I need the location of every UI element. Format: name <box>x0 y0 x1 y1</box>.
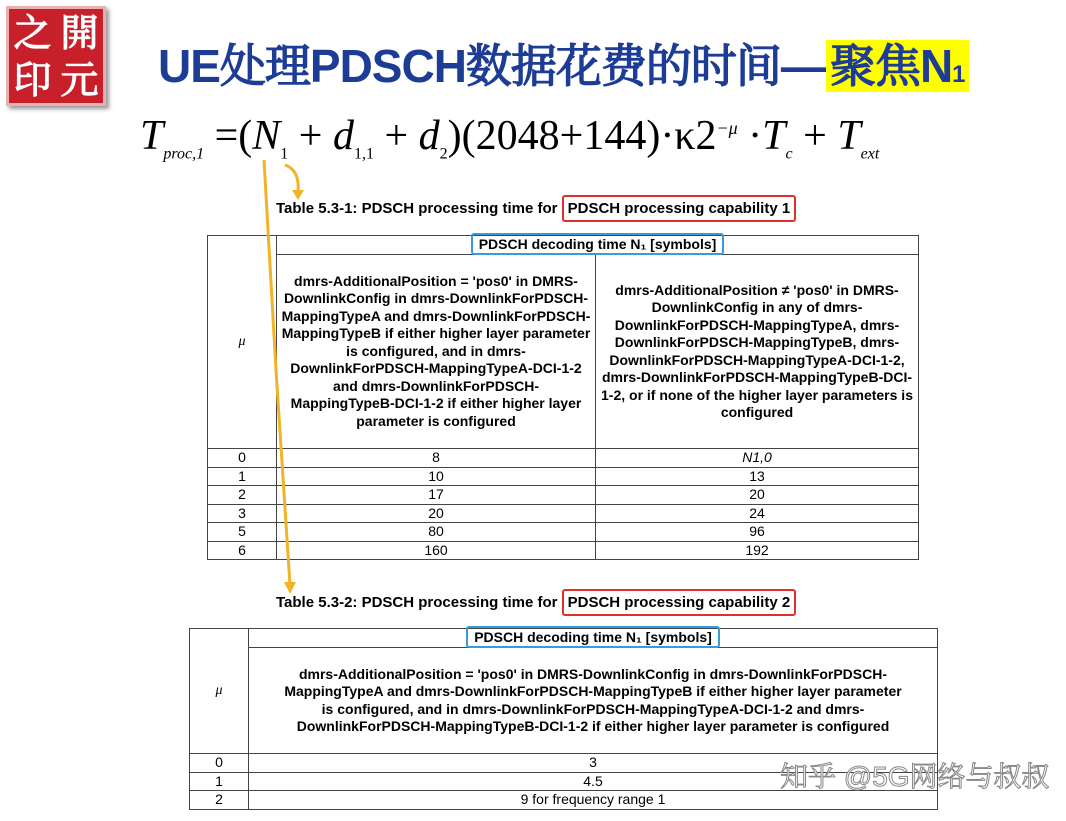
title-highlight-sub: 1 <box>952 61 965 88</box>
f-n: N <box>252 113 281 159</box>
mu-value: 1 <box>190 772 249 791</box>
mu-value: 3 <box>208 504 277 523</box>
f-t: T <box>837 113 861 159</box>
f-t: T <box>140 113 164 159</box>
f-sub: ext <box>860 145 880 163</box>
f-op: =( <box>204 113 253 159</box>
f-t: T <box>762 113 786 159</box>
f-d: d <box>418 113 440 159</box>
n1-value: 13 <box>596 467 919 486</box>
mu-value: 0 <box>190 754 249 773</box>
mu-value: 2 <box>190 791 249 810</box>
n1-value: 10 <box>277 467 596 486</box>
title-main: UE处理PDSCH数据花费的时间— <box>158 40 826 92</box>
col2-header: dmrs-AdditionalPosition ≠ 'pos0' in DMRS-DownlinkConfig in any of dmrs-DownlinkForPDSCH-MappingTypeA, dmrs-DownlinkForPDSCH-MappingTypeB, dmrs-DownlinkForPDSCH-MappingTypeA-DCI-1-2, dmrs-DownlinkForPDSCH-MappingTypeB-DCI-1-2, or if none of the higher layer parameters is configured <box>596 255 919 449</box>
n1-value: 20 <box>596 486 919 505</box>
n1-header-text: PDSCH decoding time N₁ [symbols] <box>466 626 720 648</box>
arrow-head-icon <box>284 582 296 594</box>
logo-char: 元 <box>60 57 99 102</box>
n1-value: 9 for frequency range 1 <box>249 791 938 810</box>
n1-value: 96 <box>596 523 919 542</box>
mu-value: 5 <box>208 523 277 542</box>
caption-prefix: Table 5.3-1: PDSCH processing time for <box>276 200 562 217</box>
logo-char: 印 <box>13 57 52 102</box>
caption-boxed: PDSCH processing capability 1 <box>562 195 797 222</box>
n1-value: 3 <box>249 754 938 773</box>
f-sub: proc,1 <box>163 145 205 163</box>
mu-value: 2 <box>208 486 277 505</box>
watermark: 知乎 @5G网络与叔叔 <box>780 761 1050 792</box>
arrow-line-long <box>264 160 290 585</box>
mu-value: 0 <box>208 449 277 468</box>
title-highlight-text: 聚焦N <box>829 40 953 92</box>
f-exp: −μ <box>716 118 738 138</box>
f-op: + <box>288 113 333 159</box>
n1-value: 24 <box>596 504 919 523</box>
n1-value: 192 <box>596 541 919 560</box>
n1-value: 4.5 <box>249 772 938 791</box>
caption-boxed: PDSCH processing capability 2 <box>562 589 797 616</box>
mu-header: μ <box>208 236 277 449</box>
col1-header: dmrs-AdditionalPosition = 'pos0' in DMRS-DownlinkConfig in dmrs-DownlinkForPDSCH-MappingTypeA and dmrs-DownlinkForPDSCH-MappingTypeB if either higher layer parameter is configured, and in dmrs-DownlinkForPDSCH-MappingTypeA-DCI-1-2 and dmrs-DownlinkForPDSCH-MappingTypeB-DCI-1-2 if either higher layer parameter is configured <box>277 255 596 449</box>
arrow-head-icon <box>292 190 304 200</box>
n1-header-text: PDSCH decoding time N₁ [symbols] <box>471 233 725 255</box>
n1-value: 8 <box>277 449 596 468</box>
mu-header: μ <box>190 629 249 754</box>
f-op: + <box>792 113 838 159</box>
caption-prefix: Table 5.3-2: PDSCH processing time for <box>276 594 562 611</box>
f-sub: 1 <box>280 145 289 163</box>
f-op: · <box>737 113 763 159</box>
arrow-line-short <box>285 165 298 192</box>
n1-value: N1,0 <box>596 449 919 468</box>
col1-header: dmrs-AdditionalPosition = 'pos0' in DMRS-DownlinkConfig in dmrs-DownlinkForPDSCH-MappingTypeA and dmrs-DownlinkForPDSCH-MappingTypeB if either higher layer parameter is configured, and in dmrs-DownlinkForPDSCH-MappingTypeA-DCI-1-2 and dmrs-DownlinkForPDSCH-MappingTypeB-DCI-1-2 if either higher layer parameter is configured <box>249 648 938 754</box>
logo-char: 之 <box>13 10 52 55</box>
f-sub: 2 <box>439 145 448 163</box>
f-op: + <box>373 113 419 159</box>
f-sub: 1,1 <box>353 145 374 163</box>
f-op: )(2048+144)·κ2 <box>447 113 717 159</box>
n1-value: 20 <box>277 504 596 523</box>
n1-value: 17 <box>277 486 596 505</box>
f-sub: c <box>785 145 793 163</box>
mu-value: 6 <box>208 541 277 560</box>
n1-value: 160 <box>277 541 596 560</box>
f-d: d <box>332 113 354 159</box>
n1-value: 80 <box>277 523 596 542</box>
mu-value: 1 <box>208 467 277 486</box>
logo-char: 開 <box>60 10 99 55</box>
